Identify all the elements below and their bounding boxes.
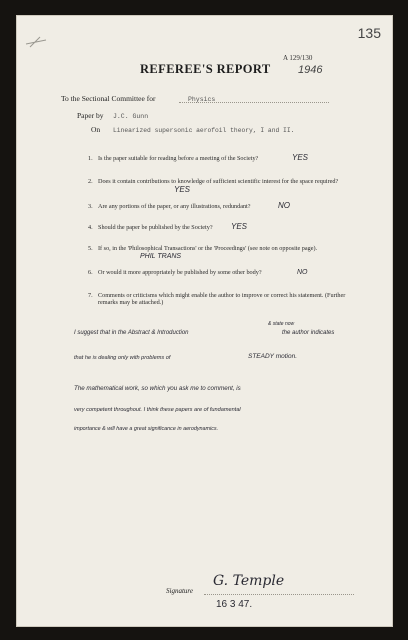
pencil-marks — [16, 15, 393, 627]
comment-line: I suggest that in the Abstract & Introduction — [74, 330, 189, 336]
signature-dotted-line — [204, 594, 354, 595]
question-answer: PHIL TRANS — [140, 253, 182, 260]
signature: G. Temple — [213, 573, 285, 589]
on-label: On — [91, 125, 101, 134]
year-annotation: 1946 — [298, 64, 323, 76]
on-value: Linearized supersonic aerofoil theory, I and II. — [113, 127, 295, 134]
question-text: Does it contain contributions to knowledge of sufficient scientific interest for the space required? — [98, 178, 339, 185]
question-answer: YES — [231, 222, 248, 231]
comment-line: very competent throughout. I think these papers are of fundamental — [74, 407, 241, 413]
archive-number: 135 — [357, 25, 381, 41]
to-value: Physics — [188, 96, 216, 103]
question-text: Are any portions of the paper, or any illustrations, redundant? — [98, 203, 251, 210]
to-label: To the Sectional Committee for — [61, 94, 156, 103]
paper-by-label: Paper by — [77, 111, 104, 120]
question-text: If so, in the 'Philosophical Transactions' or the 'Proceedings' (see note on opposite page). — [98, 245, 318, 252]
comment-line: that he is dealing only with problems of — [74, 355, 171, 361]
report-sheet — [16, 15, 393, 627]
comment-line: importance & will have a great significance in aerodynamics. — [74, 426, 219, 432]
paper-by-value: J.C. Gunn — [113, 113, 149, 120]
question-number: 6. — [88, 269, 93, 276]
question-number: 2. — [88, 178, 93, 185]
question-number: 5. — [88, 245, 93, 252]
comment-insertion: & state now — [268, 321, 295, 327]
question-number: 7. — [88, 292, 93, 299]
question-answer: NO — [278, 201, 290, 210]
reference-number: A 129/130 — [283, 54, 313, 62]
question-number: 4. — [88, 224, 93, 231]
question-answer: NO — [297, 269, 308, 276]
question-number: 1. — [88, 155, 93, 162]
question-text: Or would it more appropriately be published by some other body? — [98, 269, 262, 276]
question-number: 3. — [88, 203, 93, 210]
comment-line: the author indicates — [282, 330, 335, 336]
signature-label: Signature — [166, 587, 193, 595]
question-text: Comments or criticisms which might enable the author to improve or correct his statement. (Further remarks may be attached.) — [98, 292, 346, 307]
comment-line: The mathematical work, so which you ask me to comment, is — [74, 385, 241, 392]
comment-line: STEADY motion. — [248, 353, 298, 360]
question-answer: YES — [292, 153, 309, 162]
date: 16 3 47. — [216, 599, 253, 610]
question-answer: YES — [174, 185, 191, 194]
question-text: Is the paper suitable for reading before a meeting of the Society? — [98, 155, 259, 162]
question-text: Should the paper be published by the Society? — [98, 224, 213, 231]
page-title: REFEREE'S REPORT — [140, 62, 271, 76]
